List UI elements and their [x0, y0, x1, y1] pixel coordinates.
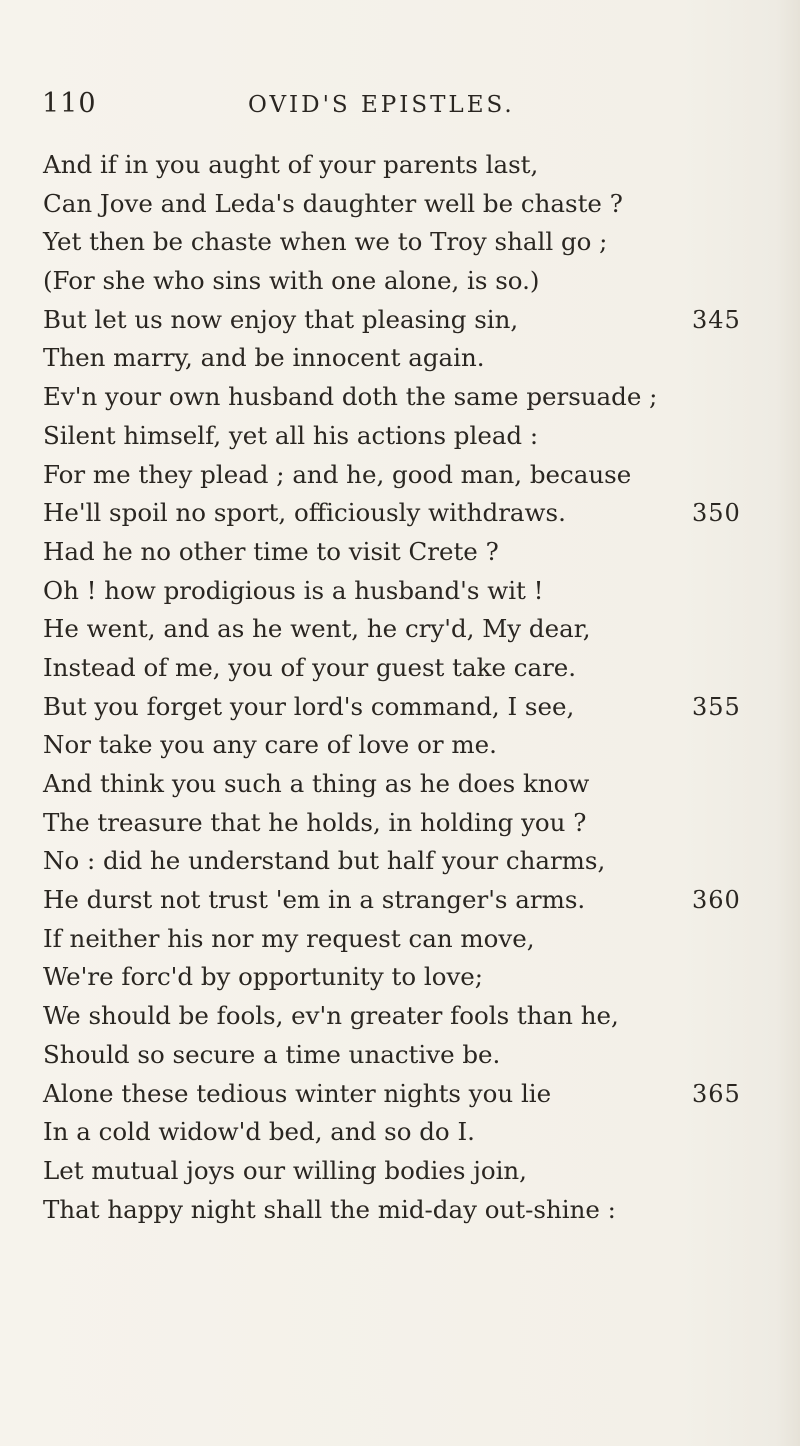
- poem-line: [43, 958, 763, 997]
- poem-line: [43, 610, 763, 649]
- line-number: 350: [692, 499, 741, 528]
- poem-line: [43, 146, 763, 185]
- line-text: In a cold widow'd bed, and so do I.: [43, 1117, 475, 1147]
- poem-line: [43, 339, 763, 378]
- poem-line: [43, 881, 763, 920]
- poem-line: [43, 1036, 763, 1075]
- poem-line: [43, 262, 763, 301]
- line-number: 365: [692, 1079, 741, 1108]
- poem-line: [43, 997, 763, 1036]
- line-text: Yet then be chaste when we to Troy shall go ;: [43, 227, 608, 257]
- line-text: But let us now enjoy that pleasing sin,: [43, 304, 519, 334]
- running-head: OVID'S EPISTLES.: [248, 92, 515, 118]
- line-text: He'll spoil no sport, officiously withdraws.: [43, 498, 566, 528]
- line-text: Let mutual joys our willing bodies join,: [43, 1155, 527, 1185]
- line-text: That happy night shall the mid-day out-shine :: [43, 1194, 616, 1224]
- poem-line: [43, 688, 763, 727]
- poem-line: [43, 1152, 763, 1191]
- poem-line: [43, 378, 763, 417]
- line-text: Had he no other time to visit Crete ?: [43, 536, 499, 566]
- poem-line: [43, 533, 763, 572]
- line-text: We're forc'd by opportunity to love;: [43, 962, 484, 992]
- line-number: 345: [692, 305, 741, 334]
- line-text: Instead of me, you of your guest take care.: [43, 652, 577, 682]
- line-text: No : did he understand but half your charms,: [43, 846, 606, 876]
- poem-line: [43, 417, 763, 456]
- line-number: 360: [692, 886, 741, 915]
- line-text: He durst not trust 'em in a stranger's arms.: [43, 885, 586, 915]
- poem-line: [43, 765, 763, 804]
- line-text: Can Jove and Leda's daughter well be chaste ?: [43, 188, 623, 218]
- line-text: Silent himself, yet all his actions plead :: [43, 420, 539, 450]
- poem-line: [43, 494, 763, 533]
- line-number: 355: [692, 692, 741, 721]
- poem-line: [43, 185, 763, 224]
- poem-text: [43, 146, 763, 1229]
- line-text: The treasure that he holds, in holding you ?: [43, 807, 587, 837]
- poem-line: [43, 649, 763, 688]
- poem-line: [43, 1075, 763, 1114]
- line-text: (For she who sins with one alone, is so.): [43, 266, 540, 296]
- line-text: And if in you aught of your parents last,: [43, 150, 539, 179]
- poem-line: [43, 1113, 763, 1152]
- line-text: Alone these tedious winter nights you lie: [43, 1078, 552, 1108]
- poem-line: [43, 301, 763, 340]
- page-header: [42, 88, 760, 124]
- line-text: He went, and as he went, he cry'd, My dear,: [43, 614, 591, 644]
- line-text: But you forget your lord's command, I see,: [43, 691, 575, 721]
- poem-line: [43, 572, 763, 611]
- poem-line: [43, 1191, 763, 1230]
- line-text: Oh ! how prodigious is a husband's wit !: [43, 575, 544, 605]
- line-text: Ev'n your own husband doth the same persuade ;: [43, 382, 658, 412]
- line-text: Then marry, and be innocent again.: [43, 343, 485, 373]
- poem-line: [43, 842, 763, 881]
- line-text: Nor take you any care of love or me.: [43, 730, 497, 760]
- poem-line: [43, 804, 763, 843]
- poem-line: [43, 726, 763, 765]
- line-text: We should be fools, ev'n greater fools than he,: [43, 1001, 619, 1031]
- poem-line: [43, 456, 763, 495]
- page-number: 110: [42, 88, 97, 119]
- line-text: For me they plead ; and he, good man, because: [43, 459, 632, 489]
- line-text: If neither his nor my request can move,: [43, 923, 535, 953]
- line-text: And think you such a thing as he does know: [43, 769, 590, 798]
- poem-line: [43, 920, 763, 959]
- poem-line: [43, 223, 763, 262]
- line-text: Should so secure a time unactive be.: [43, 1039, 501, 1069]
